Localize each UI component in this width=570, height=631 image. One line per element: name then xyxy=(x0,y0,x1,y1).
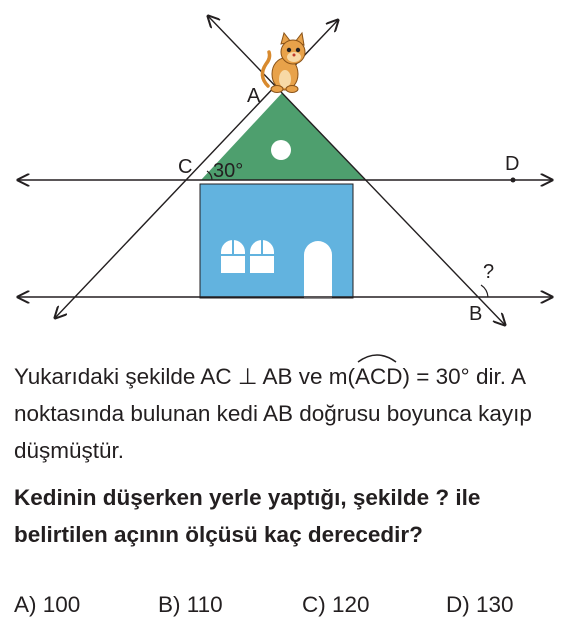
label-a: A xyxy=(247,85,261,107)
choice-b-value: 110 xyxy=(186,592,223,617)
roof-window-dot xyxy=(271,140,291,160)
question-text xyxy=(14,358,559,469)
label-angle-30: 30° xyxy=(213,160,244,182)
choice-c-letter: C) xyxy=(302,592,326,617)
point-d xyxy=(511,178,516,183)
choice-a[interactable] xyxy=(14,592,80,618)
choice-c[interactable] xyxy=(302,592,370,618)
label-b: B xyxy=(469,303,483,325)
angle-arc-question xyxy=(481,285,488,297)
label-question: ? xyxy=(483,261,495,283)
house-window-right xyxy=(250,240,274,273)
choice-d[interactable] xyxy=(446,592,514,618)
house-door xyxy=(304,241,332,298)
choice-d-letter: D) xyxy=(446,592,470,617)
cat-icon xyxy=(262,33,305,93)
choice-b[interactable] xyxy=(158,592,223,618)
question-line1-rest: dir. A noktasında bulunan kedi AB doğrusu boyunca kayıp düşmüştür. xyxy=(14,364,532,463)
question-line1-suffix: ) = 30° xyxy=(402,364,470,389)
question-line1-prefix: Yukarıdaki şekilde AC ⊥ AB ve m( xyxy=(14,364,355,389)
choice-c-value: 120 xyxy=(332,592,370,617)
angle-acd xyxy=(355,358,403,395)
choice-d-value: 130 xyxy=(476,592,514,617)
label-d: D xyxy=(505,153,520,175)
choice-a-letter: A) xyxy=(14,592,37,617)
angle-acd-text: ACD xyxy=(355,364,403,389)
angle-arc-symbol xyxy=(355,351,399,363)
label-c: C xyxy=(178,156,193,178)
choice-a-value: 100 xyxy=(42,592,81,617)
choice-b-letter: B) xyxy=(158,592,181,617)
house-window-left xyxy=(221,240,245,273)
question-bold: Kedinin düşerken yerle yaptığı, şekilde ? ile belirtilen açının ölçüsü kaç derecedir? xyxy=(14,485,481,547)
